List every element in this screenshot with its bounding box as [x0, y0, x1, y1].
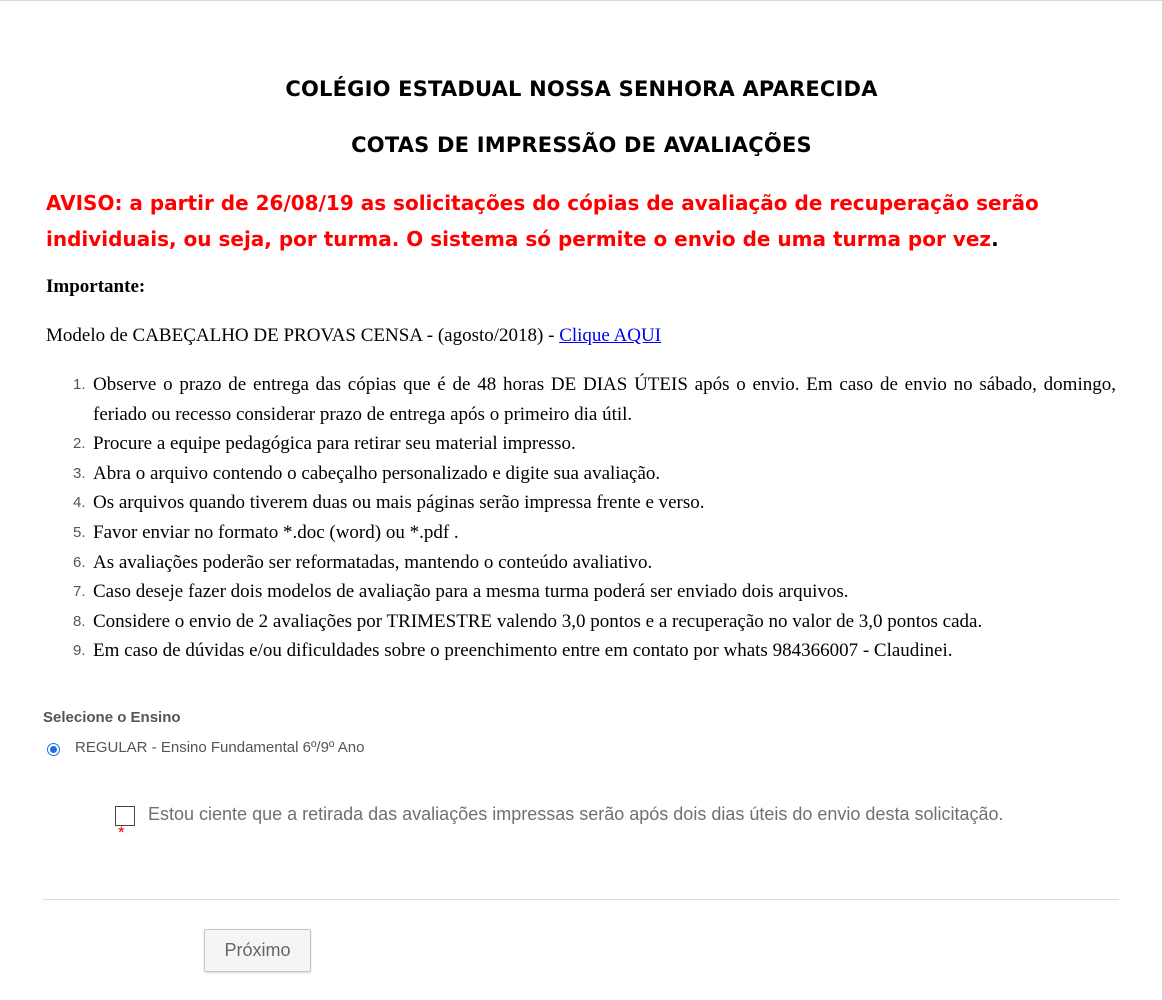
- required-asterisk: *: [118, 823, 125, 842]
- notice-banner: [46, 185, 1121, 257]
- list-item-number: 4.: [73, 494, 86, 512]
- list-item: [73, 370, 1116, 429]
- list-item-number: 6.: [73, 553, 86, 571]
- list-item-number: 1.: [73, 376, 86, 393]
- list-item: [73, 548, 1116, 578]
- important-heading: Importante:: [46, 276, 146, 297]
- ensino-radio-option[interactable]: [47, 738, 364, 756]
- list-item: [73, 518, 1116, 548]
- page-title: COTAS DE IMPRESSÃO DE AVALIAÇÕES: [351, 133, 812, 157]
- list-item-text: Abra o arquivo contendo o cabeçalho personalizado e digite sua avaliação.: [93, 462, 661, 484]
- list-item: [73, 577, 1116, 607]
- ensino-section-label: Selecione o Ensino: [43, 709, 181, 726]
- notice-text: AVISO: a partir de 26/08/19 as solicitações do cópias de avaliação de recuperação serão individuais, ou seja, por turma. O sistema só permite o envio de uma turma por vez: [46, 191, 1039, 251]
- list-item-number: 5.: [73, 523, 86, 541]
- list-item-number: 2.: [73, 435, 86, 453]
- list-item: [73, 488, 1116, 518]
- next-button[interactable]: Próximo: [204, 929, 311, 972]
- list-item-text: Favor enviar no formato *.doc (word) ou *.pdf .: [93, 521, 459, 543]
- acknowledge-label[interactable]: Estou ciente que a retirada das avaliações impressas serão após dois dias úteis do envio desta solicitação.: [148, 804, 1004, 824]
- radio-selected-icon[interactable]: [47, 743, 60, 756]
- school-title: COLÉGIO ESTADUAL NOSSA SENHORA APARECIDA: [285, 77, 878, 101]
- list-item-text: Considere o envio de 2 avaliações por TRIMESTRE valendo 3,0 pontos e a recuperação no valor de 3,0 pontos cada.: [93, 610, 983, 632]
- notice-period: .: [991, 227, 999, 251]
- acknowledge-checkbox-row[interactable]: [115, 804, 1004, 826]
- list-item-number: 8.: [73, 612, 86, 630]
- model-line: [46, 325, 661, 347]
- model-text: Modelo de CABEÇALHO DE PROVAS CENSA - (agosto/2018) -: [46, 325, 560, 346]
- list-item-number: 3.: [73, 464, 86, 482]
- instructions-list: [73, 370, 1116, 666]
- list-item: [73, 429, 1116, 459]
- list-item-text: Caso deseje fazer dois modelos de avaliação para a mesma turma poderá ser enviado dois arquivos.: [93, 581, 849, 603]
- radio-label[interactable]: REGULAR - Ensino Fundamental 6º/9º Ano: [75, 738, 365, 756]
- list-item-text: Procure a equipe pedagógica para retirar seu material impresso.: [93, 433, 576, 455]
- list-item: [73, 459, 1116, 489]
- model-link[interactable]: Clique AQUI: [559, 325, 662, 346]
- list-item-text: Os arquivos quando tiverem duas ou mais páginas serão impressa frente e verso.: [93, 492, 705, 514]
- list-item-text: As avaliações poderão ser reformatadas, mantendo o conteúdo avaliativo.: [93, 551, 653, 573]
- list-item-text: Em caso de dúvidas e/ou dificuldades sobre o preenchimento entre em contato por whats 984366007 - Claudinei.: [93, 640, 953, 662]
- list-item-text: Observe o prazo de entrega das cópias que é de 48 horas DE DIAS ÚTEIS após o envio. Em caso de envio no sábado, domingo, feriado ou recesso considerar prazo de entrega após o primeiro dia útil.: [93, 374, 1116, 425]
- list-item-number: 9.: [73, 642, 86, 660]
- list-item: [73, 636, 1116, 666]
- form-divider: [43, 899, 1119, 900]
- list-item-number: 7.: [73, 583, 86, 601]
- list-item: [73, 607, 1116, 637]
